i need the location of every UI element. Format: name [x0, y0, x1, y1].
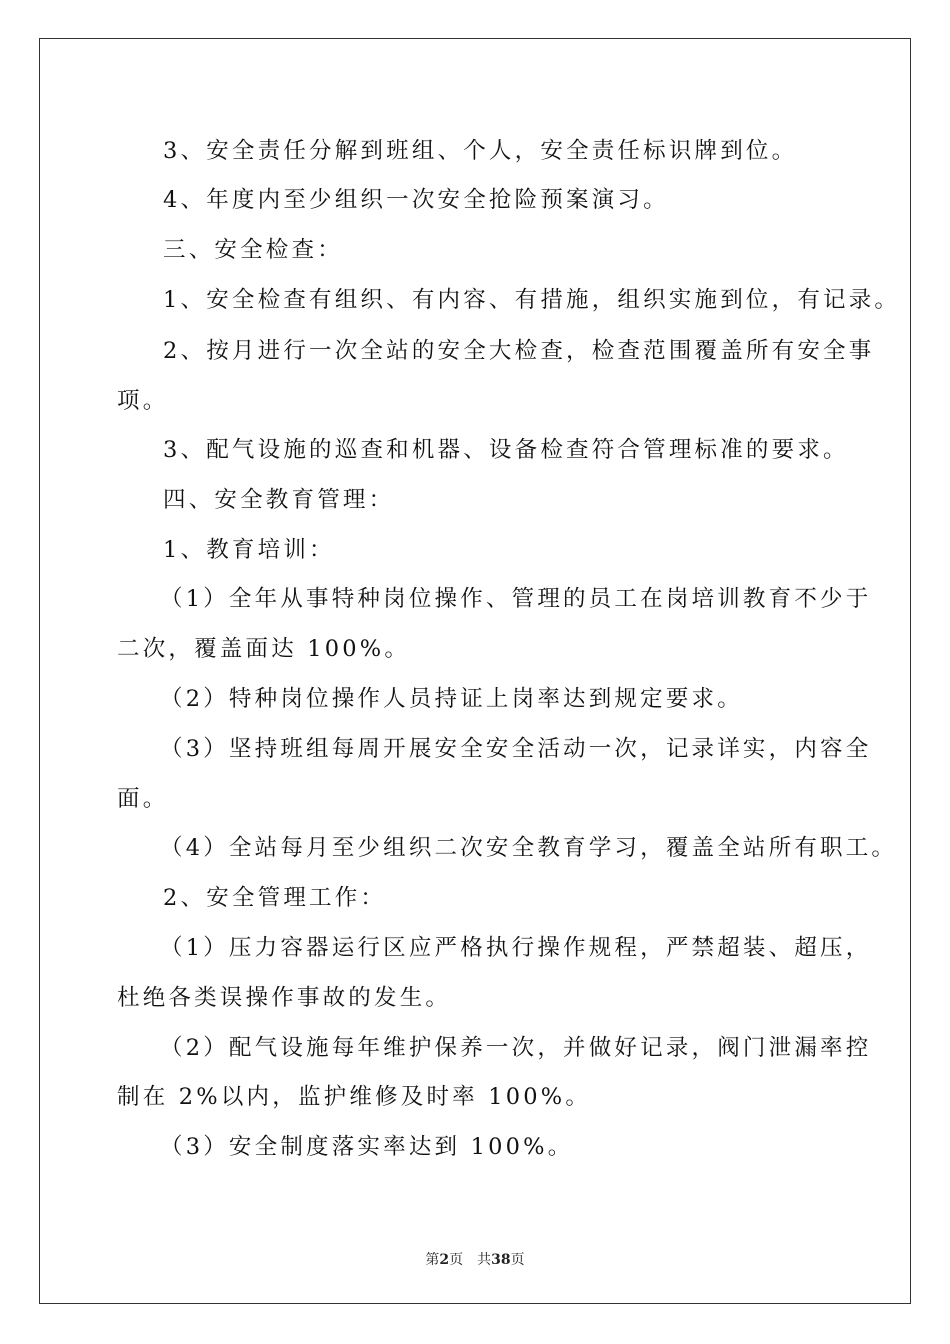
text-line: 3、配气设施的巡查和机器、设备检查符合管理标准的要求。 — [163, 437, 849, 463]
footer-suffix: 页 — [510, 1252, 525, 1268]
section-heading: 三、安全检查： — [163, 237, 343, 263]
text-line: 二次，覆盖面达 100%。 — [117, 636, 411, 662]
text-line: （1）压力容器运行区应严格执行操作规程，严禁超装、超压， — [160, 935, 872, 961]
text-line: （3）坚持班组每周开展安全安全活动一次，记录详实，内容全 — [160, 736, 872, 762]
text-line: 4、年度内至少组织一次安全抢险预案演习。 — [163, 187, 669, 213]
text-line: （3）安全制度落实率达到 100%。 — [160, 1134, 574, 1160]
text-line: （1）全年从事特种岗位操作、管理的员工在岗培训教育不少于 — [160, 586, 872, 612]
text-line: （4）全站每月至少组织二次安全教育学习，覆盖全站所有职工。 — [160, 835, 898, 861]
text-line: 2、按月进行一次全站的安全大检查，检查范围覆盖所有安全事 — [163, 338, 875, 364]
footer-mid: 页 共 — [449, 1252, 492, 1268]
text-line: 1、安全检查有组织、有内容、有措施，组织实施到位，有记录。 — [163, 287, 901, 313]
page-number: 2 — [439, 1252, 450, 1268]
text-line: 杜绝各类误操作事故的发生。 — [117, 985, 452, 1011]
text-line: 1、教育培训： — [163, 537, 335, 563]
text-line: 面。 — [117, 786, 169, 812]
text-line: 项。 — [117, 388, 169, 414]
total-pages: 38 — [491, 1252, 511, 1268]
text-line: 3、安全责任分解到班组、个人，安全责任标识牌到位。 — [163, 138, 798, 164]
text-line: （2）配气设施每年维护保养一次，并做好记录，阀门泄漏率控 — [160, 1035, 872, 1061]
page-footer — [0, 1249, 950, 1269]
text-line: （2）特种岗位操作人员持证上岗率达到规定要求。 — [160, 686, 743, 712]
page-border — [39, 38, 911, 1304]
text-line: 制在 2%以内，监护维修及时率 100%。 — [117, 1084, 592, 1110]
footer-prefix: 第 — [425, 1252, 440, 1268]
text-line: 2、安全管理工作： — [163, 885, 387, 911]
section-heading: 四、安全教育管理： — [163, 487, 395, 513]
